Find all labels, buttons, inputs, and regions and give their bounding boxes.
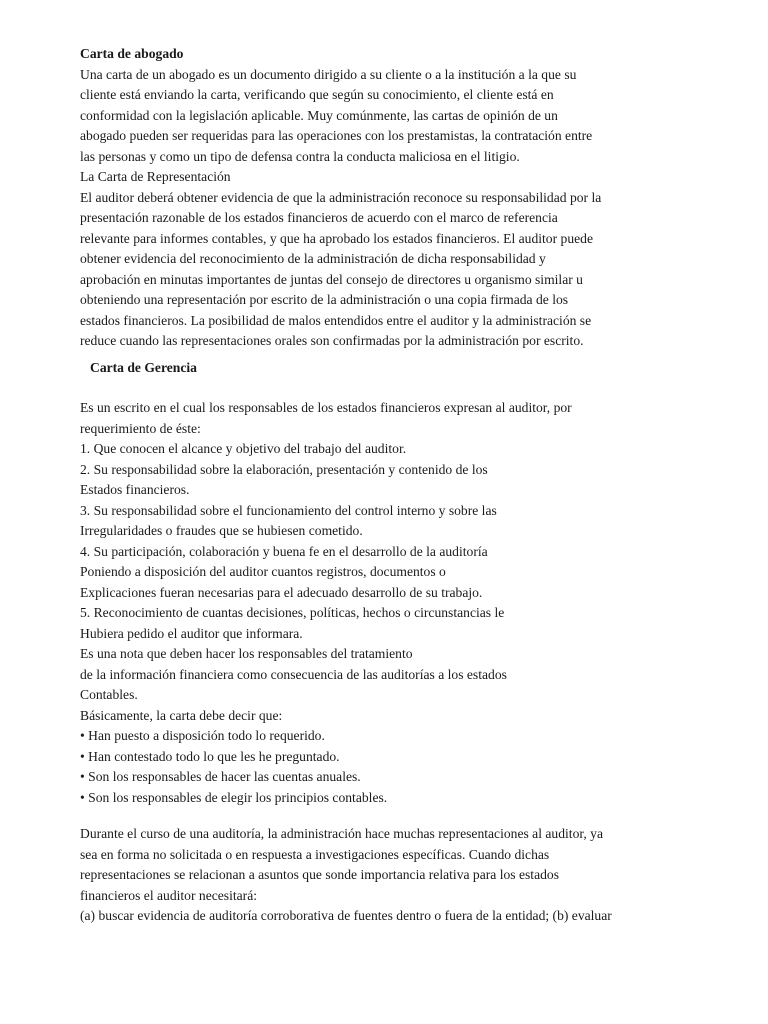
heading-carta-de-abogado: Carta de abogado — [80, 46, 184, 61]
text-line: financieros el auditor necesitará: — [80, 887, 258, 903]
text-line: obtener evidencia del reconocimiento de la administración de dicha responsabilidad y — [80, 251, 546, 266]
list-item: 3. Su responsabilidad sobre el funcionamiento del control interno y sobre las — [80, 502, 497, 518]
paragraph-durante-el-curso — [80, 824, 728, 927]
text-line: Estados financieros. — [80, 482, 190, 497]
text-line: Poniendo a disposición del auditor cuantos registros, documentos o — [80, 564, 446, 579]
list-item: 1. Que conocen el alcance y objetivo del trabajo del auditor. — [80, 441, 407, 456]
bullet-item: • Son los responsables de elegir los principios contables. — [80, 789, 388, 805]
bullet-item: • Han contestado todo lo que les he preguntado. — [80, 748, 340, 764]
text-line: relevante para informes contables, y que ha aprobado los estados financieros. El auditor puede — [80, 230, 593, 246]
text-line: El auditor deberá obtener evidencia de que la administración reconoce su responsabilidad por la — [80, 189, 602, 205]
list-item: 2. Su responsabilidad sobre la elaboración, presentación y contenido de los — [80, 461, 488, 477]
paragraph-carta-de-gerencia — [80, 398, 728, 808]
bullet-item: • Han puesto a disposición todo lo requerido. — [80, 728, 325, 743]
text-line: Básicamente, la carta debe decir que: — [80, 707, 283, 723]
bullet-item: • Son los responsables de hacer las cuentas anuales. — [80, 769, 361, 784]
heading-carta-de-gerencia: Carta de Gerencia — [90, 359, 197, 375]
text-line: Una carta de un abogado es un documento dirigido a su cliente o a la institución a la que su — [80, 66, 577, 82]
text-line: reduce cuando las representaciones orales son confirmadas por la administración por escrito. — [80, 333, 584, 348]
text-line: de la información financiera como consecuencia de las auditorías a los estados — [80, 666, 507, 682]
text-line: Irregularidades o fraudes que se hubiesen cometido. — [80, 523, 363, 538]
text-line: conformidad con la legislación aplicable. Muy comúnmente, las cartas de opinión de un — [80, 107, 558, 123]
text-line: obteniendo una representación por escrito de la administración o una copia firmada de los — [80, 292, 569, 307]
text-line: requerimiento de éste: — [80, 420, 201, 436]
paragraph-carta-de-representacion — [80, 188, 728, 352]
list-item: 4. Su participación, colaboración y buena fe en el desarrollo de la auditoría — [80, 543, 488, 559]
text-line: Contables. — [80, 687, 138, 702]
text-line: Explicaciones fueran necesarias para el adecuado desarrollo de su trabajo. — [80, 584, 483, 600]
text-line: presentación razonable de los estados financieros de acuerdo con el marco de referencia — [80, 210, 558, 225]
text-line: estados financieros. La posibilidad de malos entendidos entre el auditor y la administración se — [80, 312, 592, 328]
text-line: cliente está enviando la carta, verificando que según su conocimiento, el cliente está en — [80, 87, 554, 102]
text-line: Durante el curso de una auditoría, la administración hace muchas representaciones al auditor, ya — [80, 826, 603, 841]
text-line: representaciones se relacionan a asuntos que sonde importancia relativa para los estados — [80, 867, 559, 882]
text-line: Es una nota que deben hacer los responsables del tratamiento — [80, 646, 413, 661]
text-line: abogado pueden ser requeridas para las operaciones con los prestamistas, la contratación entre — [80, 128, 593, 143]
heading-carta-de-representacion: La Carta de Representación — [80, 169, 231, 184]
text-line: Hubiera pedido el auditor que informara. — [80, 625, 303, 641]
list-item: 5. Reconocimiento de cuantas decisiones, políticas, hechos o circunstancias le — [80, 605, 505, 620]
text-line: las personas y como un tipo de defensa contra la conducta maliciosa en el litigio. — [80, 148, 520, 164]
paragraph-carta-de-abogado — [80, 65, 728, 168]
text-line: sea en forma no solicitada o en respuesta a investigaciones específicas. Cuando dichas — [80, 846, 550, 862]
text-line: Es un escrito en el cual los responsables de los estados financieros expresan al auditor, por — [80, 400, 572, 415]
text-line: (a) buscar evidencia de auditoría corroborativa de fuentes dentro o fuera de la entidad; (b) evaluar — [80, 908, 612, 923]
text-line: aprobación en minutas importantes de juntas del consejo de directores u organismo similar u — [80, 271, 583, 287]
